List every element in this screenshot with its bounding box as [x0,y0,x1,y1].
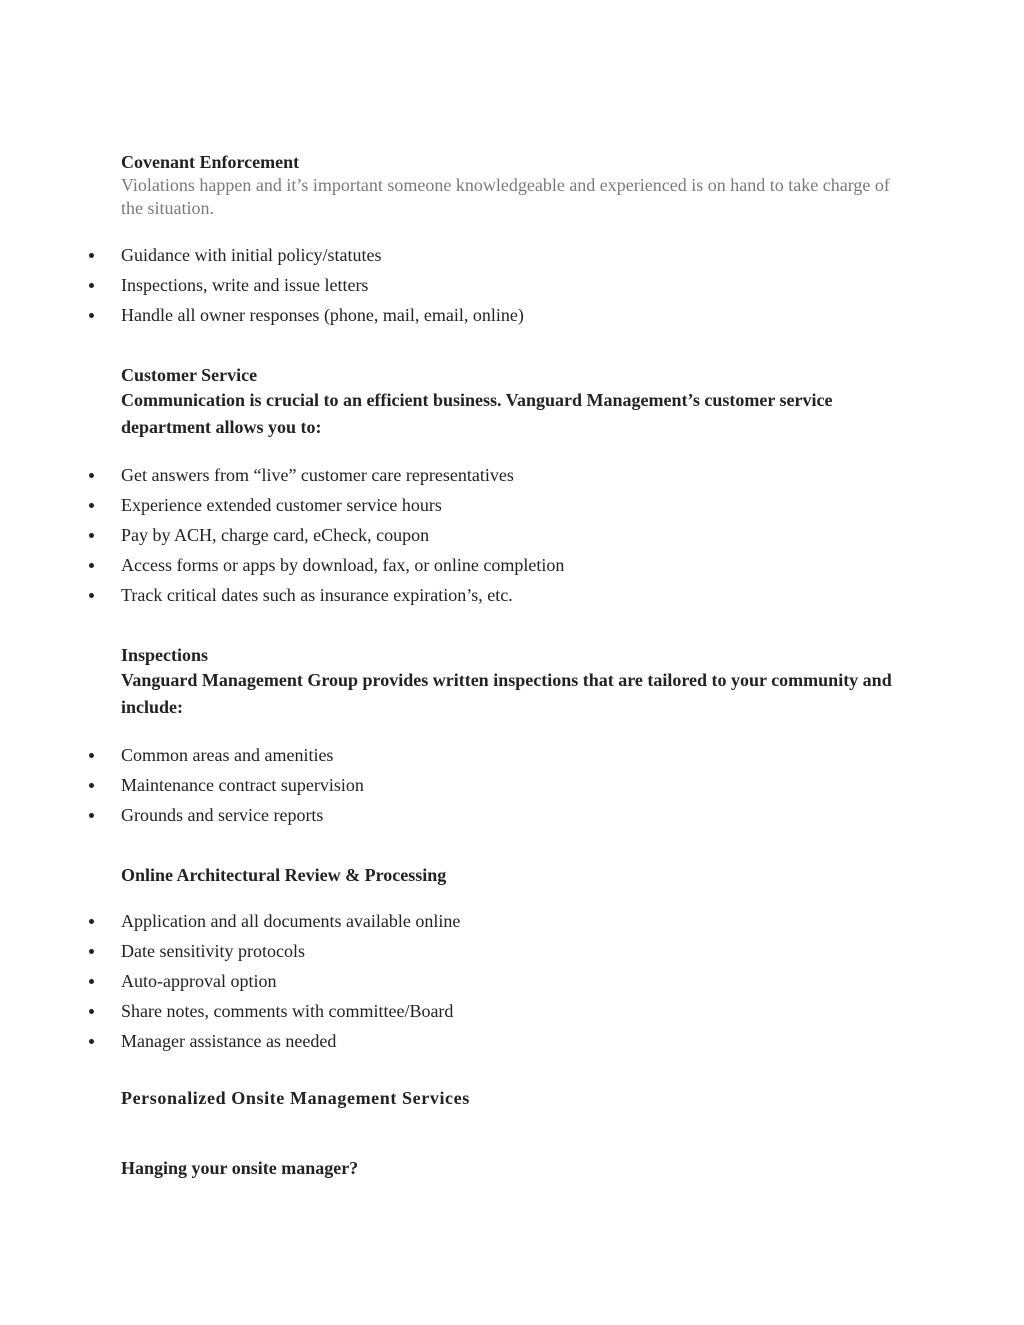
inspections-section [121,644,901,721]
covenant-list [0,240,900,330]
inspections-list [0,740,900,830]
list-item [0,460,900,490]
bullet-icon [89,593,94,598]
onsite-subsection [121,1157,901,1180]
list-item-text: Date sensitivity protocols [121,941,305,961]
list-item [0,966,900,996]
bullet-icon [89,1009,94,1014]
list-item [0,800,900,830]
list-item [0,300,900,330]
bullet-icon [89,473,94,478]
list-item-text: Maintenance contract supervision [121,775,364,795]
covenant-intro: Violations happen and it’s important someone knowledgeable and experienced is on hand to take charge of the situation. [121,175,890,218]
onsite-subheading: Hanging your onsite manager? [121,1158,359,1178]
list-item [0,520,900,550]
list-item [0,580,900,610]
bullet-icon [89,563,94,568]
list-item [0,740,900,770]
list-item [0,770,900,800]
list-item [0,996,900,1026]
customer-service-intro: Communication is crucial to an efficient business. Vanguard Management’s customer service department allows you to: [121,390,833,437]
list-item [0,1026,900,1056]
inspections-intro: Vanguard Management Group provides written inspections that are tailored to your community and include: [121,670,892,717]
customer-service-section [121,364,901,441]
inspections-heading: Inspections [121,645,209,665]
architectural-list [0,906,900,1056]
onsite-section [121,1087,901,1110]
list-item-text: Guidance with initial policy/statutes [121,245,382,265]
list-item [0,936,900,966]
bullet-icon [89,253,94,258]
onsite-heading: Personalized Onsite Management Services [121,1088,470,1108]
list-item-text: Experience extended customer service hours [121,495,442,515]
customer-service-list [0,460,900,610]
list-item [0,490,900,520]
bullet-icon [89,919,94,924]
list-item-text: Common areas and amenities [121,745,334,765]
list-item-text: Inspections, write and issue letters [121,275,369,295]
list-item-text: Get answers from “live” customer care representatives [121,465,514,485]
bullet-icon [89,283,94,288]
covenant-section [121,151,901,220]
list-item-text: Auto-approval option [121,971,277,991]
bullet-icon [89,979,94,984]
customer-service-heading: Customer Service [121,365,258,385]
list-item [0,240,900,270]
bullet-icon [89,1039,94,1044]
bullet-icon [89,949,94,954]
list-item-text: Handle all owner responses (phone, mail, email, online) [121,305,524,325]
list-item [0,550,900,580]
list-item-text: Grounds and service reports [121,805,324,825]
list-item [0,906,900,936]
architectural-heading: Online Architectural Review & Processing [121,865,447,885]
bullet-icon [89,783,94,788]
list-item-text: Access forms or apps by download, fax, or online completion [121,555,565,575]
list-item-text: Share notes, comments with committee/Board [121,1001,454,1021]
bullet-icon [89,503,94,508]
list-item-text: Manager assistance as needed [121,1031,337,1051]
covenant-heading: Covenant Enforcement [121,152,300,172]
list-item-text: Track critical dates such as insurance expiration’s, etc. [121,585,513,605]
list-item [0,270,900,300]
architectural-section [121,864,901,887]
bullet-icon [89,533,94,538]
list-item-text: Pay by ACH, charge card, eCheck, coupon [121,525,430,545]
bullet-icon [89,753,94,758]
bullet-icon [89,313,94,318]
list-item-text: Application and all documents available online [121,911,461,931]
bullet-icon [89,813,94,818]
